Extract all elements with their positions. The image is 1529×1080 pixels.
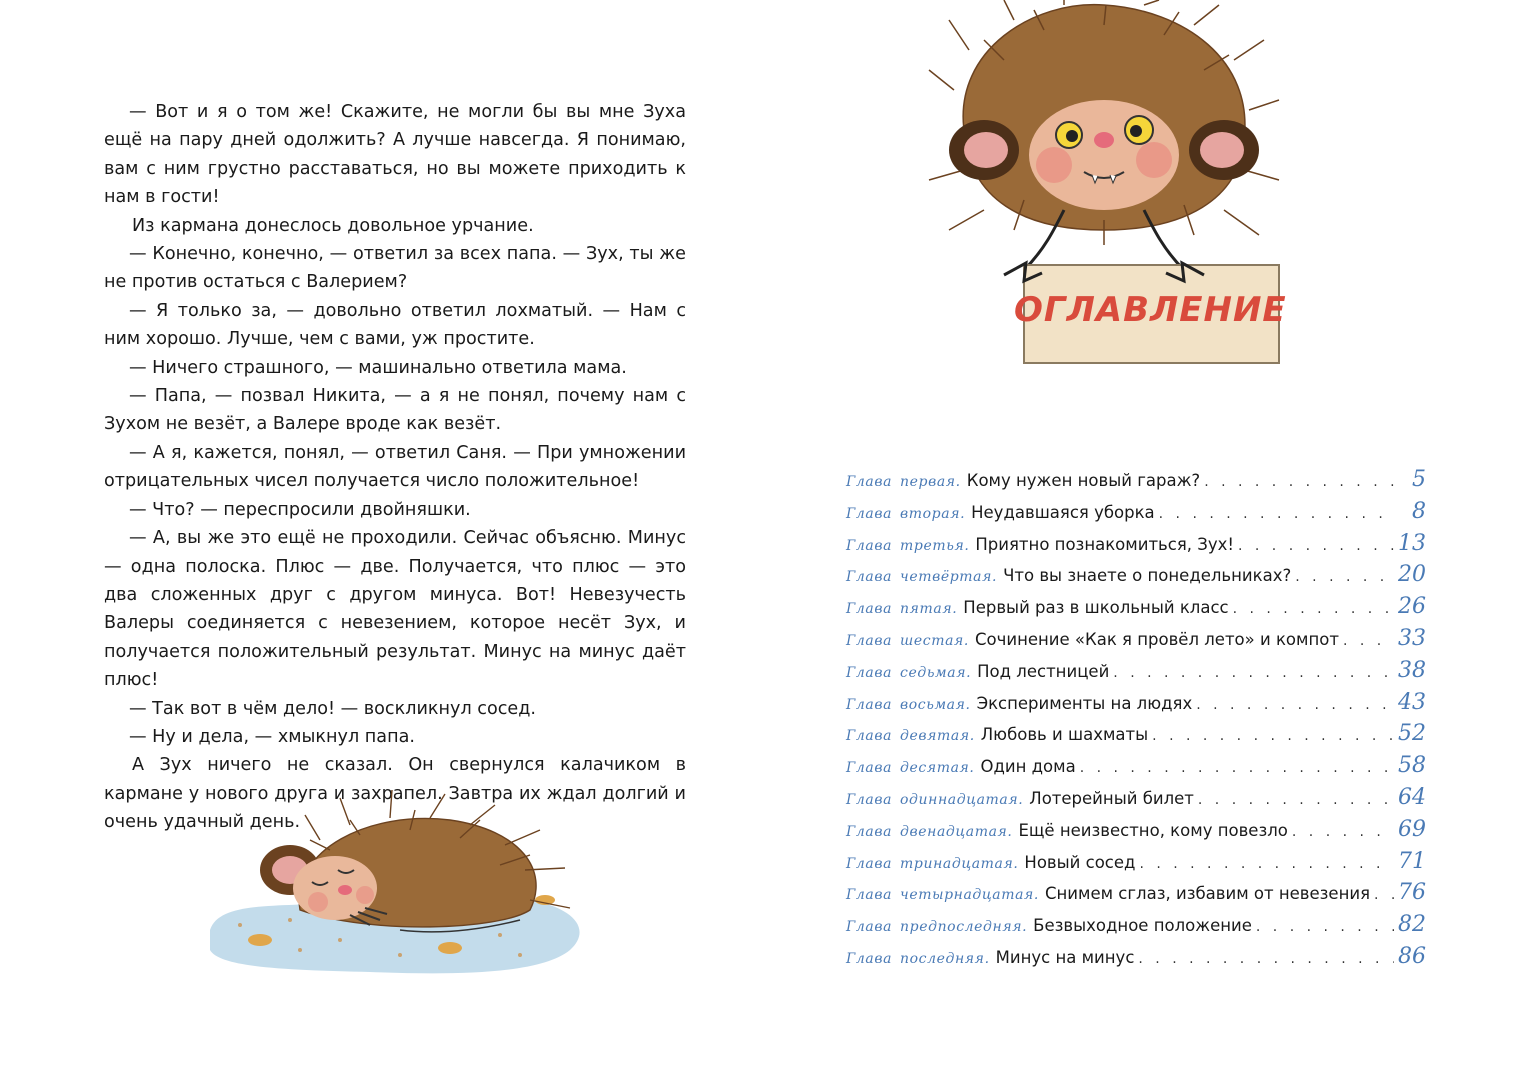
toc-page-number: 82 (1398, 912, 1426, 938)
toc-separator: . (966, 664, 972, 681)
toc-page-number: 43 (1398, 689, 1426, 715)
toc-leader (1198, 792, 1394, 808)
toc-chapter-label: Глава (846, 887, 893, 904)
toc-page-number: 5 (1412, 467, 1426, 492)
toc-row[interactable] (846, 912, 1426, 944)
toc-title: Первый раз в школьный класс (963, 598, 1229, 618)
toc-chapter-label: Глава (846, 664, 893, 681)
toc-separator: . (1007, 823, 1013, 840)
toc-row[interactable] (846, 499, 1426, 531)
toc-leader (1159, 506, 1394, 522)
toc-separator: . (1018, 791, 1024, 808)
toc-row[interactable] (846, 658, 1426, 690)
toc-chapter-ordinal: вторая (900, 505, 961, 522)
toc-page-number: 71 (1398, 848, 1426, 874)
toc-title: Неудавшаяся уборка (971, 502, 1155, 522)
toc-page-number: 38 (1398, 657, 1426, 683)
toc-chapter-ordinal: десятая (900, 760, 970, 777)
toc-chapter-label: Глава (846, 632, 893, 649)
toc-title: Новый сосед (1024, 852, 1136, 872)
toc-row[interactable] (846, 594, 1426, 626)
toc-chapter-label: Глава (846, 537, 893, 554)
toc-leader (1196, 697, 1394, 713)
toc-leader (1238, 538, 1394, 554)
toc-title: Эксперименты на людях (976, 693, 1193, 713)
toc-separator: . (960, 505, 966, 522)
toc-page-number: 33 (1398, 625, 1426, 651)
toc-separator: . (964, 537, 970, 554)
toc-separator: . (1022, 919, 1028, 936)
toc-separator: . (963, 632, 969, 649)
toc-separator: . (992, 569, 998, 586)
toc-leader (1080, 760, 1394, 776)
toc-row[interactable] (846, 626, 1426, 658)
toc-chapter-label: Глава (846, 601, 893, 618)
toc-chapter-label: Глава (846, 823, 893, 840)
toc-separator: . (1013, 855, 1019, 872)
toc-chapter-ordinal: пятая (900, 601, 953, 618)
toc-separator: . (1033, 887, 1039, 904)
toc-row[interactable] (846, 849, 1426, 881)
paragraph: — Конечно, конечно, — ответил за всех папа. — Зух, ты же не против остаться с Валерием? (104, 244, 686, 293)
toc-chapter-label: Глава (846, 505, 893, 522)
toc-row[interactable] (846, 944, 1426, 976)
toc-page-number: 69 (1398, 816, 1426, 842)
sleeping-creature-illustration (200, 790, 590, 990)
paragraph: — Вот и я о том же! Скажите, не могли бы вы мне Зуха ещё на пару дней одолжить? А лучше навсегда. Я понимаю, вам с ним грустно расставаться, но вы можете приходить к нам в гости! (104, 102, 686, 208)
toc-title: Под лестницей (977, 661, 1110, 681)
right-page (764, 0, 1529, 1080)
toc-chapter-ordinal: двенадцатая (900, 823, 1008, 840)
toc-leader (1113, 665, 1394, 681)
toc-page-number: 64 (1398, 784, 1426, 810)
paragraph: — Так вот в чём дело! — воскликнул сосед. (129, 698, 536, 719)
toc-leader (1138, 951, 1394, 967)
toc-row[interactable] (846, 467, 1426, 499)
toc-page-number: 13 (1398, 530, 1426, 556)
toc-title: Снимем сглаз, избавим от невезения (1044, 884, 1371, 904)
toc-row[interactable] (846, 721, 1426, 753)
toc-separator: . (984, 950, 990, 967)
toc-chapter-label: Глава (846, 728, 893, 745)
toc-separator: . (965, 696, 971, 713)
toc-title: Любовь и шахматы (980, 725, 1149, 745)
toc-leader (1233, 601, 1394, 617)
paragraph: — Что? — переспросили двойняшки. (129, 499, 471, 520)
toc-chapter-ordinal: шестая (900, 632, 964, 649)
toc-title: Безвыходное положение (1033, 916, 1252, 936)
toc-separator: . (969, 728, 975, 745)
toc-chapter-label: Глава (846, 569, 893, 586)
paragraph: А Зух ничего не сказал. Он свернулся калачиком в кармане у нового друга и захрапел. Завтра их ждал долгий и очень удачный день. (104, 755, 686, 833)
toc-chapter-ordinal: третья (900, 537, 965, 554)
toc-page-number: 26 (1398, 594, 1426, 620)
toc-leader (1204, 474, 1394, 490)
toc-leader (1256, 919, 1394, 935)
toc-row[interactable] (846, 531, 1426, 563)
toc-chapter-ordinal: первая (900, 474, 956, 490)
toc-chapter-ordinal: одиннадцатая (900, 791, 1019, 808)
toc-title: Один дома (980, 757, 1076, 777)
toc-leader (1292, 824, 1394, 840)
toc-chapter-ordinal: последняя (900, 950, 985, 967)
toc-chapter-label: Глава (846, 760, 893, 777)
toc-title: Лотерейный билет (1029, 788, 1194, 808)
toc-page-number: 8 (1412, 498, 1426, 524)
toc-leader (1343, 633, 1394, 649)
paragraph: — Ничего страшного, — машинально ответила мама. (129, 357, 627, 378)
paragraph: — Папа, — позвал Никита, — а я не понял, почему нам с Зухом не везёт, а Валере вроде как везёт. (104, 386, 686, 435)
toc-page-number: 52 (1398, 721, 1426, 747)
toc-title: Минус на минус (995, 947, 1135, 967)
toc-chapter-label: Глава (846, 791, 893, 808)
toc-separator: . (969, 760, 975, 777)
toc-chapter-ordinal: предпоследняя (900, 919, 1023, 936)
toc-chapter-ordinal: девятая (900, 728, 970, 745)
toc-row[interactable] (846, 753, 1426, 785)
toc-chapter-label: Глава (846, 919, 893, 936)
toc-page-number: 58 (1398, 753, 1426, 779)
toc-row[interactable] (846, 785, 1426, 817)
left-page (0, 0, 764, 1080)
paragraph: Из кармана донеслось довольное урчание. (132, 215, 534, 236)
toc-leader (1152, 728, 1394, 744)
toc-title: Приятно познакомиться, Зух! (975, 534, 1234, 554)
toc-row[interactable] (846, 690, 1426, 722)
toc-page-number: 76 (1398, 880, 1426, 906)
toc-title: Ещё неизвестно, кому повезло (1018, 820, 1288, 840)
toc-chapter-ordinal: тринадцатая (900, 855, 1014, 872)
story-text (104, 98, 686, 837)
toc-chapter-ordinal: четырнадцатая (900, 887, 1034, 904)
toc-chapter-label: Глава (846, 474, 893, 490)
toc-title: Кому нужен новый гараж? (966, 471, 1201, 490)
toc-leader (1374, 887, 1394, 903)
paragraph: — А я, кажется, понял, — ответил Саня. — При умножении отрицательных чисел получается число положительное! (104, 442, 686, 492)
toc-chapter-label: Глава (846, 855, 893, 872)
paragraph: — Я только за, — довольно ответил лохматый. — Нам с ним хорошо. Лучше, чем с вами, уж простите. (104, 300, 686, 350)
toc-chapter-ordinal: четвёртая (900, 569, 992, 586)
toc-title: Что вы знаете о понедельниках? (1003, 566, 1292, 586)
table-of-contents (846, 467, 1426, 976)
toc-row[interactable] (846, 880, 1426, 912)
toc-chapter-label: Глава (846, 950, 893, 967)
sign-title: ОГЛАВЛЕНИЕ (1014, 290, 1287, 330)
toc-separator: . (955, 474, 961, 490)
toc-leader (1295, 569, 1394, 585)
paragraph: — Ну и дела, — хмыкнул папа. (129, 726, 415, 747)
paragraph: — А, вы же это ещё не проходили. Сейчас объясню. Минус — одна полоска. Плюс — две. Получается, что плюс — это два сложенных друг с другом минуса. Вот! Невезучесть Валеры соединяется с невезением, которое несёт Зух, и получается положительный результат. Минус на минус даёт плюс! (104, 528, 686, 691)
toc-page-number: 86 (1398, 943, 1426, 969)
toc-title: Сочинение «Как я провёл лето» и компот (974, 629, 1339, 649)
toc-separator: . (952, 601, 958, 618)
toc-chapter-label: Глава (846, 696, 893, 713)
toc-row[interactable] (846, 562, 1426, 594)
toc-page-number: 20 (1398, 562, 1426, 588)
toc-chapter-ordinal: седьмая (900, 664, 967, 681)
toc-chapter-ordinal: восьмая (900, 696, 966, 713)
toc-row[interactable] (846, 817, 1426, 849)
toc-leader (1139, 856, 1394, 872)
